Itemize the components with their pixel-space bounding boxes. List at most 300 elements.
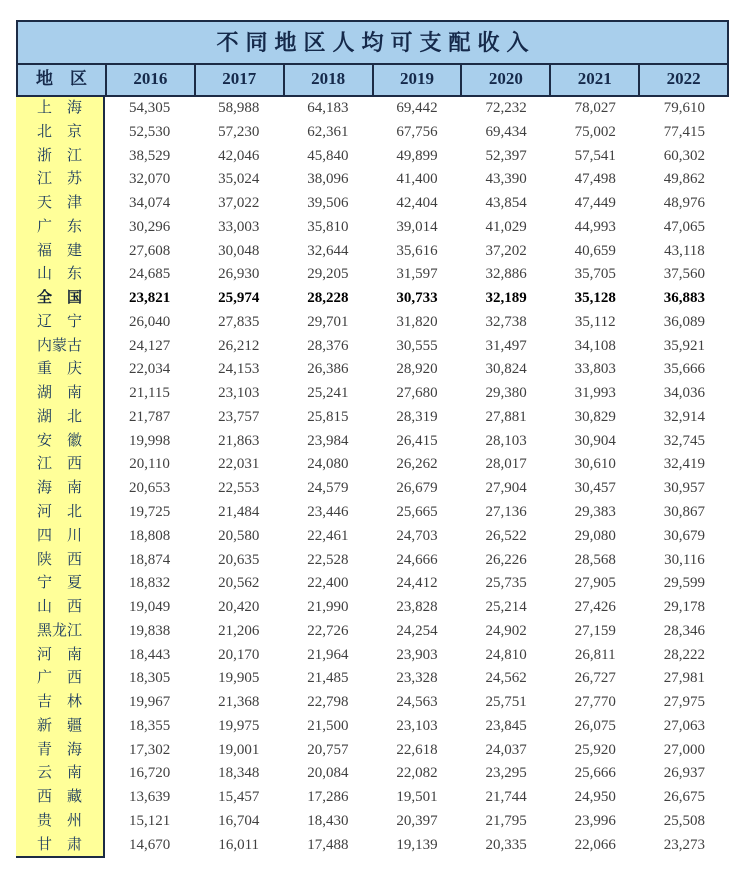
value-cell: 32,886 (485, 266, 527, 283)
value-cell: 23,103 (396, 717, 438, 734)
table-row (16, 667, 729, 691)
table-row (16, 263, 729, 287)
value-cell: 77,415 (663, 123, 706, 140)
value-cell: 48,976 (663, 195, 706, 212)
value-cell: 20,562 (218, 575, 260, 592)
value-cell: 27,426 (574, 599, 616, 616)
table-row (16, 691, 729, 715)
value-cell: 52,530 (128, 123, 171, 140)
table-row (16, 311, 729, 335)
table-row (16, 192, 729, 216)
table-row (16, 240, 729, 264)
value-cell: 49,899 (396, 147, 438, 164)
table-title: 不同地区人均可支配收入 (16, 20, 729, 65)
value-cell: 47,498 (574, 171, 616, 188)
value-cell: 24,127 (128, 337, 171, 354)
value-cell: 32,189 (485, 290, 527, 307)
value-cell: 23,845 (485, 717, 527, 734)
value-cell: 22,031 (218, 456, 260, 473)
value-cell: 26,930 (218, 266, 260, 283)
value-cell: 28,920 (396, 361, 438, 378)
value-cell: 21,368 (218, 694, 260, 711)
value-cell: 18,355 (128, 717, 171, 734)
table-row (16, 477, 729, 501)
value-cell: 41,029 (485, 218, 527, 235)
table-row (16, 786, 729, 810)
region-cell: 西 藏 (16, 786, 105, 810)
value-cell: 47,065 (663, 218, 706, 235)
value-cell: 27,835 (218, 313, 260, 330)
value-cell: 19,998 (128, 432, 171, 449)
value-cell: 58,988 (218, 100, 260, 116)
value-cell: 20,635 (218, 551, 260, 568)
value-cell: 23,103 (218, 385, 260, 402)
value-cell: 26,262 (396, 456, 438, 473)
year-header-cell: 2022 (638, 65, 727, 95)
value-cell: 23,273 (663, 836, 706, 853)
value-cell: 18,430 (307, 812, 349, 829)
value-cell: 32,745 (663, 432, 706, 449)
value-cell: 26,937 (663, 765, 706, 782)
table-row (16, 644, 729, 668)
value-cell: 20,580 (218, 527, 260, 544)
value-cell: 78,027 (574, 100, 616, 116)
year-header-cell: 2018 (283, 65, 372, 95)
value-cell: 30,733 (396, 290, 438, 307)
value-cell: 21,990 (307, 599, 349, 616)
table-row (16, 453, 729, 477)
value-cell: 35,705 (574, 266, 616, 283)
value-cell: 17,488 (307, 836, 349, 853)
table-row (16, 216, 729, 240)
value-cell: 27,000 (663, 741, 706, 758)
value-cell: 26,212 (218, 337, 260, 354)
value-cell: 24,153 (218, 361, 260, 378)
region-cell: 全 国 (16, 287, 105, 311)
value-cell: 21,484 (218, 504, 260, 521)
value-cell: 19,501 (396, 789, 438, 806)
value-cell: 23,295 (485, 765, 527, 782)
value-cell: 27,905 (574, 575, 616, 592)
value-cell: 35,810 (307, 218, 349, 235)
value-cell: 25,815 (307, 408, 349, 425)
value-cell: 22,400 (307, 575, 349, 592)
value-cell: 18,874 (128, 551, 171, 568)
value-cell: 47,449 (574, 195, 616, 212)
value-cell: 32,914 (663, 408, 706, 425)
value-cell: 27,904 (485, 480, 527, 497)
value-cell: 39,506 (307, 195, 349, 212)
value-cell: 25,241 (307, 385, 349, 402)
table-row (16, 358, 729, 382)
value-cell: 72,232 (485, 100, 527, 116)
value-cell: 40,659 (574, 242, 616, 259)
value-cell: 16,704 (218, 812, 260, 829)
value-cell: 24,902 (485, 622, 527, 639)
value-cell: 19,975 (218, 717, 260, 734)
table-row (16, 549, 729, 573)
region-cell: 河 南 (16, 644, 105, 668)
value-cell: 24,037 (485, 741, 527, 758)
value-cell: 20,084 (307, 765, 349, 782)
table-header-row (16, 65, 729, 97)
region-cell: 宁 夏 (16, 572, 105, 596)
value-cell: 26,811 (574, 646, 616, 663)
value-cell: 23,821 (128, 290, 171, 307)
table-row (16, 406, 729, 430)
value-cell: 28,228 (307, 290, 349, 307)
value-cell: 30,824 (485, 361, 527, 378)
value-cell: 30,296 (128, 218, 171, 235)
value-cell: 69,442 (396, 100, 438, 116)
region-cell: 贵 州 (16, 810, 105, 834)
value-cell: 18,808 (128, 527, 171, 544)
value-cell: 29,178 (663, 599, 706, 616)
value-cell: 19,139 (396, 836, 438, 853)
table-row (16, 810, 729, 834)
value-cell: 35,024 (218, 171, 260, 188)
value-cell: 18,305 (128, 670, 171, 687)
value-cell: 26,679 (396, 480, 438, 497)
value-cell: 30,904 (574, 432, 616, 449)
value-cell: 24,080 (307, 456, 349, 473)
value-cell: 21,863 (218, 432, 260, 449)
value-cell: 27,608 (128, 242, 171, 259)
value-cell: 26,522 (485, 527, 527, 544)
value-cell: 30,829 (574, 408, 616, 425)
value-cell: 39,014 (396, 218, 438, 235)
table-row (16, 620, 729, 644)
table-row (16, 287, 729, 311)
value-cell: 22,066 (574, 836, 616, 853)
value-cell: 25,508 (663, 812, 706, 829)
value-cell: 28,568 (574, 551, 616, 568)
region-cell: 湖 南 (16, 382, 105, 406)
region-cell: 辽 宁 (16, 311, 105, 335)
value-cell: 35,666 (663, 361, 706, 378)
value-cell: 24,810 (485, 646, 527, 663)
value-cell: 27,136 (485, 504, 527, 521)
value-cell: 25,920 (574, 741, 616, 758)
value-cell: 32,738 (485, 313, 527, 330)
value-cell: 19,905 (218, 670, 260, 687)
value-cell: 29,701 (307, 313, 349, 330)
value-cell: 75,002 (574, 123, 616, 140)
table-row (16, 739, 729, 763)
value-cell: 29,080 (574, 527, 616, 544)
value-cell: 23,903 (396, 646, 438, 663)
value-cell: 24,666 (396, 551, 438, 568)
value-cell: 43,854 (485, 195, 527, 212)
table-row (16, 430, 729, 454)
table-row (16, 596, 729, 620)
value-cell: 42,404 (396, 195, 438, 212)
region-cell: 福 建 (16, 240, 105, 264)
value-cell: 24,254 (396, 622, 438, 639)
value-cell: 27,159 (574, 622, 616, 639)
region-cell: 浙 江 (16, 145, 105, 169)
table-row (16, 97, 729, 121)
value-cell: 26,075 (574, 717, 616, 734)
value-cell: 33,003 (218, 218, 260, 235)
value-cell: 35,128 (574, 290, 616, 307)
value-cell: 29,599 (663, 575, 706, 592)
value-cell: 19,967 (128, 694, 171, 711)
value-cell: 22,082 (396, 765, 438, 782)
value-cell: 37,560 (663, 266, 706, 283)
value-cell: 35,921 (663, 337, 706, 354)
region-cell: 四 川 (16, 525, 105, 549)
value-cell: 23,996 (574, 812, 616, 829)
year-header-cell: 2020 (460, 65, 549, 95)
region-cell: 山 东 (16, 263, 105, 287)
value-cell: 34,108 (574, 337, 616, 354)
table-row (16, 762, 729, 786)
value-cell: 25,974 (218, 290, 260, 307)
value-cell: 30,457 (574, 480, 616, 497)
value-cell: 20,170 (218, 646, 260, 663)
value-cell: 54,305 (128, 100, 171, 116)
value-cell: 38,096 (307, 171, 349, 188)
value-cell: 21,115 (129, 385, 170, 402)
region-cell: 吉 林 (16, 691, 105, 715)
value-cell: 28,319 (396, 408, 438, 425)
value-cell: 44,993 (574, 218, 616, 235)
value-cell: 16,720 (128, 765, 171, 782)
value-cell: 22,461 (307, 527, 349, 544)
value-cell: 32,644 (307, 242, 349, 259)
value-cell: 67,756 (396, 123, 438, 140)
value-cell: 36,089 (663, 313, 706, 330)
value-cell: 42,046 (218, 147, 260, 164)
value-cell: 24,950 (574, 789, 616, 806)
value-cell: 25,751 (485, 694, 527, 711)
value-cell: 21,795 (485, 812, 527, 829)
region-cell: 天 津 (16, 192, 105, 216)
value-cell: 22,528 (307, 551, 349, 568)
value-cell: 31,820 (396, 313, 438, 330)
value-cell: 30,116 (664, 551, 705, 568)
value-cell: 29,380 (485, 385, 527, 402)
value-cell: 18,348 (218, 765, 260, 782)
value-cell: 19,838 (128, 622, 171, 639)
value-cell: 69,434 (485, 123, 527, 140)
income-table (16, 20, 729, 858)
region-cell: 上 海 (16, 97, 105, 121)
value-cell: 19,049 (128, 599, 171, 616)
region-cell: 江 西 (16, 453, 105, 477)
region-cell: 海 南 (16, 477, 105, 501)
value-cell: 22,553 (218, 480, 260, 497)
value-cell: 27,063 (663, 717, 706, 734)
value-cell: 28,346 (663, 622, 706, 639)
value-cell: 29,205 (307, 266, 349, 283)
value-cell: 57,230 (218, 123, 260, 140)
table-row (16, 715, 729, 739)
value-cell: 49,862 (663, 171, 706, 188)
value-cell: 26,040 (128, 313, 171, 330)
value-cell: 16,011 (218, 836, 260, 853)
value-cell: 28,017 (485, 456, 527, 473)
region-cell: 山 西 (16, 596, 105, 620)
region-cell: 湖 北 (16, 406, 105, 430)
value-cell: 31,597 (396, 266, 438, 283)
value-cell: 26,727 (574, 670, 616, 687)
value-cell: 24,703 (396, 527, 438, 544)
year-header-cell: 2016 (105, 65, 194, 95)
region-cell: 甘 肃 (16, 834, 105, 858)
year-header-cell: 2019 (372, 65, 461, 95)
value-cell: 21,485 (307, 670, 349, 687)
value-cell: 26,226 (485, 551, 527, 568)
value-cell: 43,118 (664, 242, 705, 259)
value-cell: 41,400 (396, 171, 438, 188)
value-cell: 33,803 (574, 361, 616, 378)
region-cell: 黑龙江 (16, 620, 105, 644)
value-cell: 27,881 (485, 408, 527, 425)
value-cell: 18,443 (128, 646, 171, 663)
region-cell: 云 南 (16, 762, 105, 786)
value-cell: 19,725 (128, 504, 171, 521)
value-cell: 20,397 (396, 812, 438, 829)
table-row (16, 572, 729, 596)
value-cell: 21,500 (307, 717, 349, 734)
value-cell: 20,420 (218, 599, 260, 616)
value-cell: 13,639 (128, 789, 171, 806)
value-cell: 22,798 (307, 694, 349, 711)
value-cell: 21,744 (485, 789, 527, 806)
value-cell: 31,993 (574, 385, 616, 402)
value-cell: 29,383 (574, 504, 616, 521)
value-cell: 28,376 (307, 337, 349, 354)
value-cell: 23,757 (218, 408, 260, 425)
value-cell: 27,981 (663, 670, 706, 687)
value-cell: 30,555 (396, 337, 438, 354)
value-cell: 21,964 (307, 646, 349, 663)
value-cell: 24,412 (396, 575, 438, 592)
value-cell: 17,302 (128, 741, 171, 758)
region-cell: 安 徽 (16, 430, 105, 454)
region-cell: 江 苏 (16, 168, 105, 192)
value-cell: 30,048 (218, 242, 260, 259)
value-cell: 27,975 (663, 694, 706, 711)
value-cell: 35,112 (574, 313, 616, 330)
region-cell: 陕 西 (16, 549, 105, 573)
value-cell: 60,302 (663, 147, 706, 164)
table-row (16, 168, 729, 192)
value-cell: 30,679 (663, 527, 706, 544)
value-cell: 25,665 (396, 504, 438, 521)
value-cell: 17,286 (307, 789, 349, 806)
region-cell: 北 京 (16, 121, 105, 145)
value-cell: 45,840 (307, 147, 349, 164)
value-cell: 35,616 (396, 242, 438, 259)
value-cell: 25,666 (574, 765, 616, 782)
region-cell: 广 西 (16, 667, 105, 691)
value-cell: 24,562 (485, 670, 527, 687)
value-cell: 27,680 (396, 385, 438, 402)
table-row (16, 382, 729, 406)
value-cell: 19,001 (218, 741, 260, 758)
value-cell: 22,618 (396, 741, 438, 758)
value-cell: 24,685 (128, 266, 171, 283)
value-cell: 79,610 (663, 100, 706, 116)
value-cell: 15,457 (218, 789, 260, 806)
region-cell: 重 庆 (16, 358, 105, 382)
table-row (16, 834, 729, 858)
value-cell: 28,222 (663, 646, 706, 663)
value-cell: 64,183 (307, 100, 349, 116)
value-cell: 26,386 (307, 361, 349, 378)
value-cell: 20,653 (128, 480, 171, 497)
region-cell: 内蒙古 (16, 335, 105, 359)
table-row (16, 145, 729, 169)
year-header-cell: 2017 (194, 65, 283, 95)
value-cell: 22,034 (128, 361, 171, 378)
value-cell: 37,202 (485, 242, 527, 259)
value-cell: 14,670 (128, 836, 171, 853)
value-cell: 52,397 (485, 147, 527, 164)
value-cell: 20,335 (485, 836, 527, 853)
value-cell: 26,415 (396, 432, 438, 449)
value-cell: 23,828 (396, 599, 438, 616)
region-cell: 新 疆 (16, 715, 105, 739)
value-cell: 27,770 (574, 694, 616, 711)
value-cell: 21,206 (218, 622, 260, 639)
value-cell: 24,563 (396, 694, 438, 711)
value-cell: 31,497 (485, 337, 527, 354)
value-cell: 37,022 (218, 195, 260, 212)
table-body (16, 97, 729, 858)
region-cell: 广 东 (16, 216, 105, 240)
value-cell: 15,121 (128, 812, 171, 829)
value-cell: 62,361 (307, 123, 349, 140)
value-cell: 57,541 (574, 147, 616, 164)
value-cell: 21,787 (128, 408, 171, 425)
value-cell: 23,446 (307, 504, 349, 521)
value-cell: 30,867 (663, 504, 706, 521)
value-cell: 38,529 (128, 147, 171, 164)
value-cell: 43,390 (485, 171, 527, 188)
value-cell: 30,610 (574, 456, 616, 473)
value-cell: 34,036 (663, 385, 706, 402)
table-row (16, 335, 729, 359)
value-cell: 25,214 (485, 599, 527, 616)
value-cell: 36,883 (663, 290, 706, 307)
value-cell: 32,419 (663, 456, 706, 473)
year-header-cell: 2021 (549, 65, 638, 95)
value-cell: 24,579 (307, 480, 349, 497)
value-cell: 23,328 (396, 670, 438, 687)
value-cell: 26,675 (663, 789, 706, 806)
table-row (16, 501, 729, 525)
value-cell: 22,726 (307, 622, 349, 639)
region-cell: 青 海 (16, 739, 105, 763)
value-cell: 20,110 (129, 456, 170, 473)
value-cell: 18,832 (128, 575, 171, 592)
table-row (16, 121, 729, 145)
value-cell: 32,070 (128, 171, 171, 188)
region-cell: 河 北 (16, 501, 105, 525)
value-cell: 25,735 (485, 575, 527, 592)
value-cell: 20,757 (307, 741, 349, 758)
value-cell: 28,103 (485, 432, 527, 449)
value-cell: 34,074 (128, 195, 171, 212)
region-column-header: 地 区 (36, 69, 87, 88)
value-cell: 30,957 (663, 480, 706, 497)
value-cell: 23,984 (307, 432, 349, 449)
table-row (16, 525, 729, 549)
